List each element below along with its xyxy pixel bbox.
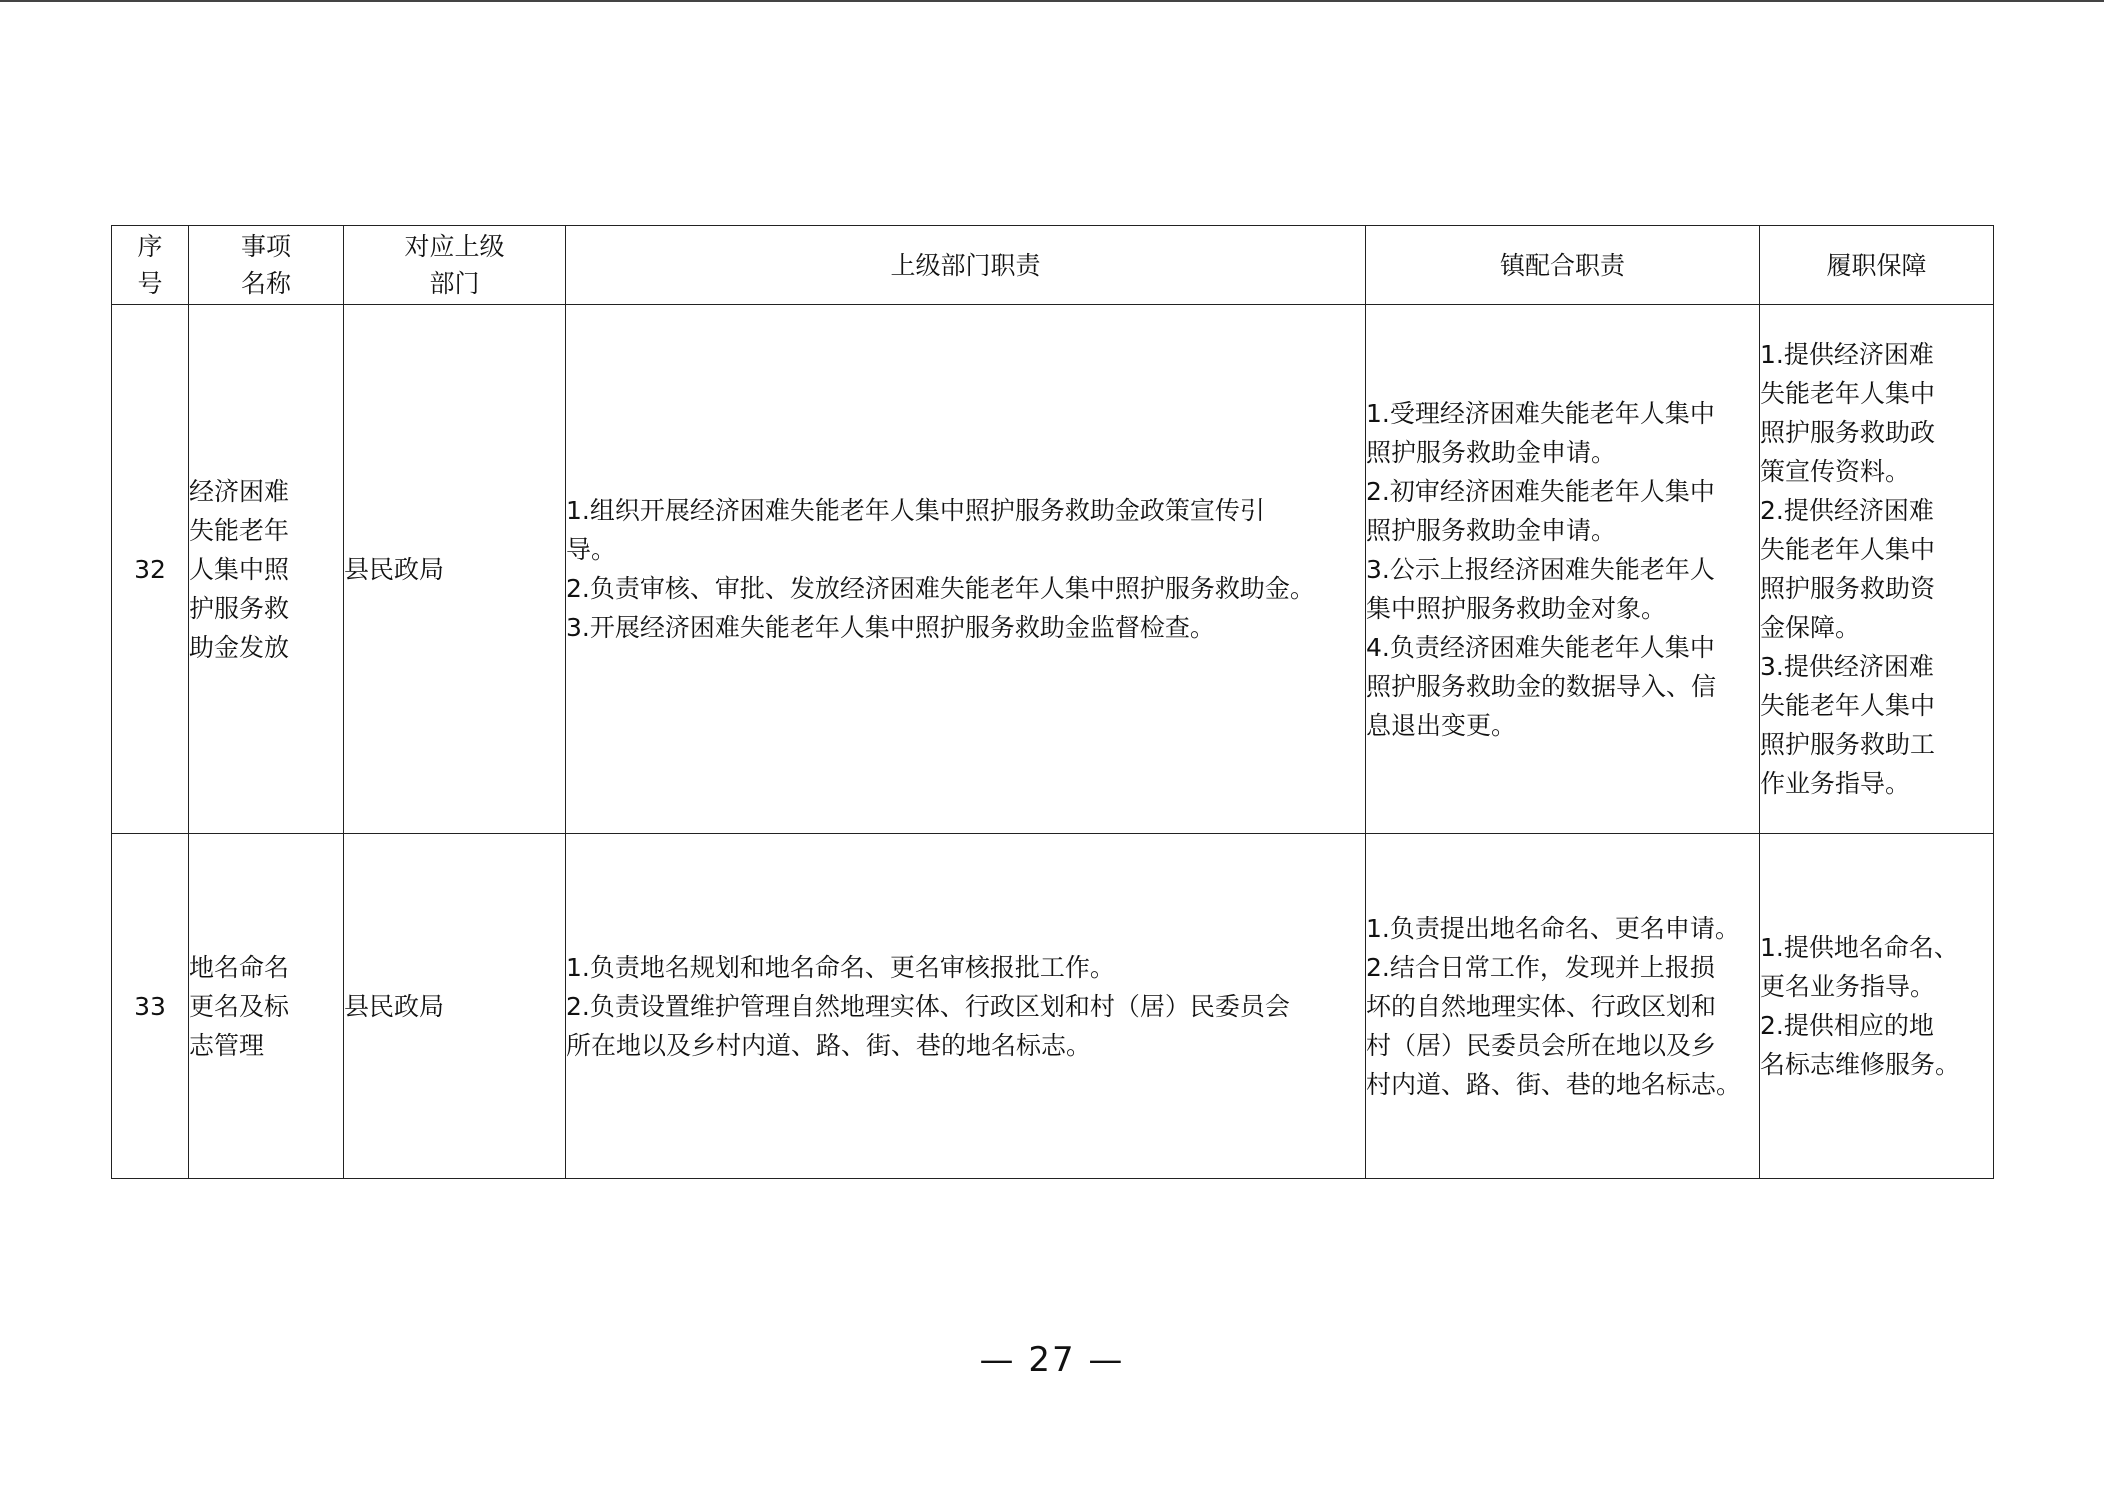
row-item-name [189,834,344,1179]
guarantee-line: 1.提供地名命名、 [1760,933,1959,962]
item-name-line: 失能老年 [189,515,290,545]
guarantee-line: 2.提供相应的地 [1760,1011,1934,1040]
town-duty-line: 村内道、路、街、巷的地名标志。 [1366,1069,1742,1099]
town-duty-line: 息退出变更。 [1366,710,1517,740]
guarantee-line: 失能老年人集中 [1760,691,1936,720]
duty-line: 1.负责地名规划和地名命名、更名审核报批工作。 [566,952,1115,982]
item-name-line: 经济困难 [189,476,290,506]
town-duty-line: 3.公示上报经济困难失能老年人 [1366,554,1715,584]
duty-line: 导。 [566,535,617,564]
row-guarantee [1760,834,1994,1179]
guarantee-line: 3.提供经济困难 [1760,652,1934,681]
row-superior-dept: 县民政局 [344,305,566,834]
town-duty-line: 1.受理经济困难失能老年人集中 [1366,398,1715,428]
town-duty-line: 2.初审经济困难失能老年人集中 [1366,476,1715,506]
duty-table [111,225,1994,1179]
row-superior-duty [566,834,1366,1179]
header-superior-dept-line: 对应上级 [404,232,505,261]
table-row [112,834,1994,1179]
item-name-line: 护服务救 [189,593,290,623]
town-duty-line: 照护服务救助金申请。 [1366,515,1617,545]
guarantee-line: 2.提供经济困难 [1760,496,1934,525]
table-header-row [112,226,1994,305]
header-item-name-line: 名称 [240,269,291,298]
header-seq-line: 序 [137,232,163,261]
table-row [112,305,1994,834]
header-town-duty: 镇配合职责 [1366,226,1760,305]
item-name-line: 助金发放 [189,632,290,662]
row-town-duty [1366,834,1760,1179]
town-duty-line: 4.负责经济困难失能老年人集中 [1366,632,1715,662]
duty-line: 1.组织开展经济困难失能老年人集中照护服务救助金政策宣传引 [566,496,1265,525]
header-guarantee: 履职保障 [1760,226,1994,305]
guarantee-line: 作业务指导。 [1760,769,1911,798]
guarantee-line: 金保障。 [1760,613,1861,642]
town-duty-line: 集中照护服务救助金对象。 [1366,593,1667,623]
item-name-line: 更名及标 [189,991,290,1021]
header-seq-line: 号 [137,269,163,298]
row-item-name [189,305,344,834]
guarantee-line: 策宣传资料。 [1760,457,1911,486]
row-seq: 33 [112,834,189,1179]
guarantee-line: 失能老年人集中 [1760,535,1936,564]
row-town-duty [1366,305,1760,834]
header-item-name [189,226,344,305]
duty-line: 2.负责设置维护管理自然地理实体、行政区划和村（居）民委员会 [566,991,1290,1021]
row-seq: 32 [112,305,189,834]
header-item-name-line: 事项 [240,232,291,261]
town-duty-line: 1.负责提出地名命名、更名申请。 [1366,913,1740,943]
duty-line: 2.负责审核、审批、发放经济困难失能老年人集中照护服务救助金。 [566,574,1315,603]
header-seq [112,226,189,305]
guarantee-line: 照护服务救助资 [1760,574,1936,603]
row-superior-dept: 县民政局 [344,834,566,1179]
town-duty-line: 2.结合日常工作，发现并上报损 [1366,952,1715,982]
guarantee-line: 照护服务救助政 [1760,418,1936,447]
town-duty-line: 村（居）民委员会所在地以及乡 [1366,1030,1717,1060]
row-superior-duty [566,305,1366,834]
guarantee-line: 名标志维修服务。 [1760,1050,1961,1079]
header-superior-dept [344,226,566,305]
top-border-line [0,0,2104,2]
item-name-line: 人集中照 [189,554,290,584]
town-duty-line: 照护服务救助金申请。 [1366,437,1617,467]
item-name-line: 地名命名 [189,952,290,982]
header-superior-dept-line: 部门 [429,269,480,298]
guarantee-line: 照护服务救助工 [1760,730,1936,759]
guarantee-line: 1.提供经济困难 [1760,340,1934,369]
duty-line: 所在地以及乡村内道、路、街、巷的地名标志。 [566,1030,1092,1060]
row-guarantee [1760,305,1994,834]
town-duty-line: 坏的自然地理实体、行政区划和 [1366,991,1717,1021]
item-name-line: 志管理 [189,1030,265,1060]
guarantee-line: 失能老年人集中 [1760,379,1936,408]
header-superior-duty: 上级部门职责 [566,226,1366,305]
page-number: — 27 — [979,1340,1125,1380]
town-duty-line: 照护服务救助金的数据导入、信 [1366,671,1717,701]
guarantee-line: 更名业务指导。 [1760,972,1936,1001]
duty-line: 3.开展经济困难失能老年人集中照护服务救助金监督检查。 [566,613,1215,642]
